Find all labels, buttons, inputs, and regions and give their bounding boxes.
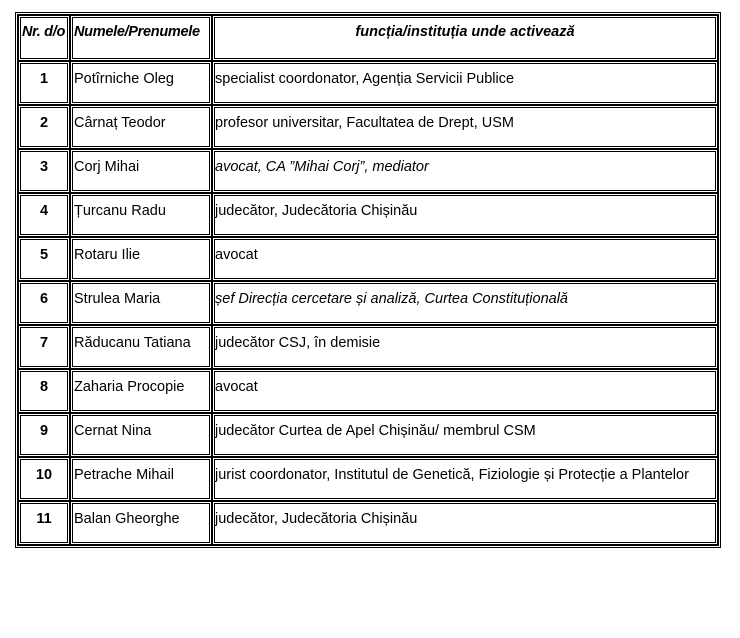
table-row [18,105,718,149]
members-table [15,12,721,548]
row-nr: 5 [18,237,70,281]
row-name: Petrache Mihail [70,457,212,501]
row-name: Balan Gheorghe [70,501,212,545]
row-nr: 9 [18,413,70,457]
table-row [18,149,718,193]
table-row [18,457,718,501]
row-nr: 3 [18,149,70,193]
row-nr: 4 [18,193,70,237]
row-nr: 8 [18,369,70,413]
row-name: Potîrniche Oleg [70,61,212,105]
table-row [18,237,718,281]
table-header-row [18,15,718,61]
row-name: Corj Mihai [70,149,212,193]
row-function: avocat, CA ”Mihai Corj”, mediator [212,149,718,193]
row-name: Țurcanu Radu [70,193,212,237]
row-name: Cârnaț Teodor [70,105,212,149]
row-name: Rotaru Ilie [70,237,212,281]
table-row [18,369,718,413]
row-nr: 2 [18,105,70,149]
row-name: Strulea Maria [70,281,212,325]
row-name: Răducanu Tatiana [70,325,212,369]
row-nr: 6 [18,281,70,325]
row-function: șef Direcția cercetare și analiză, Curtea Constituțională [212,281,718,325]
header-function: funcția/instituția unde activează [212,15,718,61]
row-function: profesor universitar, Facultatea de Drept, USM [212,105,718,149]
table-row [18,501,718,545]
row-function: judecător CSJ, în demisie [212,325,718,369]
row-function: jurist coordonator, Institutul de Genetică, Fiziologie și Protecție a Plantelor [212,457,718,501]
row-function: avocat [212,237,718,281]
row-function: specialist coordonator, Agenția Servicii Publice [212,61,718,105]
row-nr: 10 [18,457,70,501]
row-nr: 1 [18,61,70,105]
table-row [18,61,718,105]
table-row [18,413,718,457]
table-row [18,281,718,325]
row-function: judecător, Judecătoria Chișinău [212,193,718,237]
row-function: judecător Curtea de Apel Chișinău/ membrul CSM [212,413,718,457]
row-name: Zaharia Procopie [70,369,212,413]
table-body [18,61,718,545]
row-name: Cernat Nina [70,413,212,457]
header-name: Numele/Prenumele [70,15,212,61]
row-function: judecător, Judecătoria Chișinău [212,501,718,545]
header-nr: Nr. d/o [18,15,70,61]
row-function: avocat [212,369,718,413]
table-row [18,193,718,237]
table-row [18,325,718,369]
row-nr: 7 [18,325,70,369]
row-nr: 11 [18,501,70,545]
